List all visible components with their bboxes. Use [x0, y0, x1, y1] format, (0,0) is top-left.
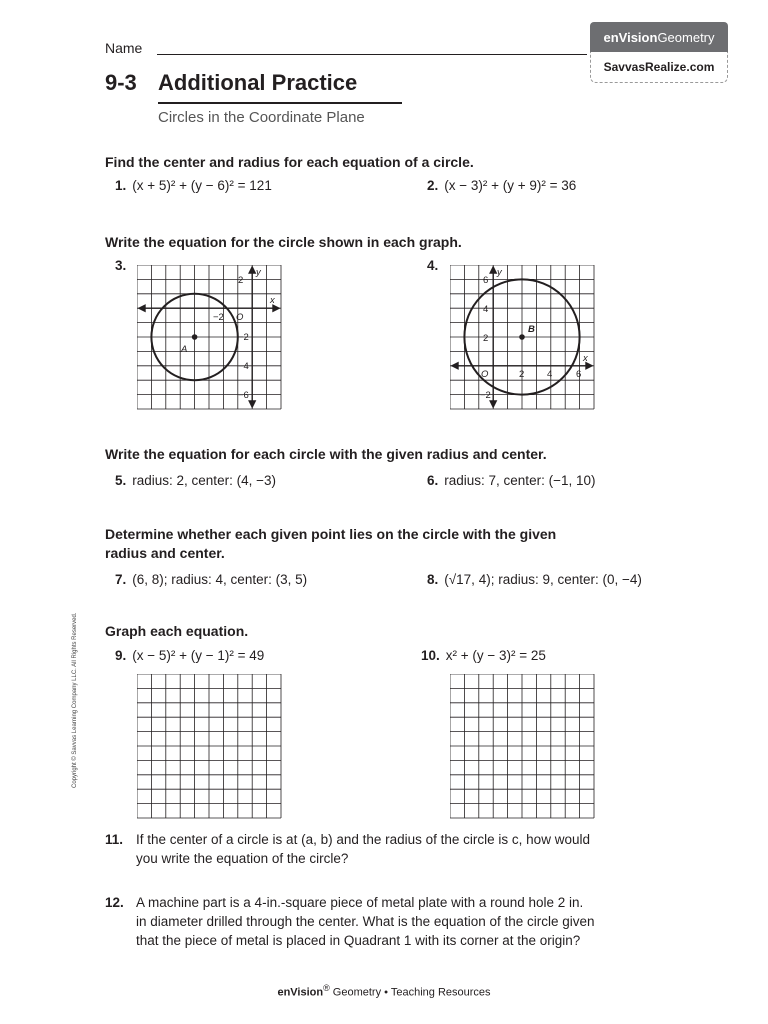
point-label-a: A: [181, 344, 188, 355]
y-tick-label: 2: [238, 275, 244, 286]
brand-prefix: en: [603, 29, 619, 45]
question-number: 1.: [115, 178, 127, 193]
graph-4: [450, 265, 595, 411]
brand-vision: Vision: [618, 29, 658, 45]
question-number: 3.: [115, 258, 127, 273]
question-number: 6.: [427, 473, 439, 488]
graph-10-svg: [450, 674, 595, 820]
footer-text: Geometry • Teaching Resources: [329, 986, 491, 999]
question-text: (6, 8); radius: 4, center: (3, 5): [132, 572, 308, 587]
section-heading-center-radius: Find the center and radius for each equation of a circle.: [105, 154, 474, 170]
question-text-line: A machine part is a 4-in.-square piece of metal plate with a round hole 2 in.: [136, 895, 584, 910]
question-7: [115, 572, 307, 587]
question-text: (x + 5)² + (y − 6)² = 121: [132, 178, 272, 193]
question-3: [115, 258, 132, 273]
question-5: [115, 473, 276, 488]
point-label-b: B: [528, 324, 535, 335]
footer-registered-mark: ®: [323, 983, 330, 993]
question-number: 7.: [115, 572, 127, 587]
question-text: (√17, 4); radius: 9, center: (0, −4): [444, 572, 642, 587]
question-text: (x − 5)² + (y − 1)² = 49: [132, 648, 265, 663]
question-text-line: If the center of a circle is at (a, b) and the radius of the circle is c, how would: [136, 832, 590, 847]
y-tick-label: −2: [480, 390, 491, 401]
question-6: [427, 473, 595, 488]
center-point-a: [192, 334, 198, 340]
question-text: radius: 2, center: (4, −3): [132, 473, 276, 488]
question-number: 10.: [421, 648, 440, 663]
grid-lines: [137, 265, 281, 409]
origin-label: O: [481, 369, 489, 380]
question-number: 2.: [427, 178, 439, 193]
question-12: [105, 893, 595, 950]
question-10: [421, 648, 546, 663]
x-tick-label: 4: [547, 369, 553, 380]
x-tick-label: 6: [576, 369, 582, 380]
section-heading-radius-center: Write the equation for each circle with the given radius and center.: [105, 446, 547, 462]
question-8: [427, 572, 642, 587]
footer-brand-prefix: en: [277, 986, 291, 999]
y-tick-label: 6: [483, 275, 489, 286]
title-rule: [158, 102, 402, 104]
question-number: 11.: [105, 832, 124, 847]
copyright-notice: Copyright © Savvas Learning Company LLC. All Rights Reserved.: [72, 612, 78, 788]
y-tick-label: −4: [238, 361, 249, 372]
savvas-realize-link: SavvasRealize.com: [590, 52, 728, 83]
center-point-b: [519, 334, 525, 340]
question-number: 12.: [105, 895, 124, 910]
x-tick-label: −2: [213, 312, 224, 323]
envision-brand: [590, 22, 728, 52]
y-tick-label: −2: [238, 332, 249, 343]
footer: [0, 983, 768, 999]
graph-3: [137, 265, 282, 411]
question-text-line: that the piece of metal is placed in Quadrant 1 with its corner at the origin?: [136, 933, 581, 948]
question-text: radius: 7, center: (−1, 10): [444, 473, 596, 488]
section-heading-point-on-circle-cont: radius and center.: [105, 545, 225, 561]
question-11: [105, 830, 590, 868]
y-tick-label: 4: [483, 304, 489, 315]
question-text: x² + (y − 3)² = 25: [445, 648, 546, 663]
question-number: 9.: [115, 648, 127, 663]
x-axis-label: x: [270, 295, 275, 306]
question-number: 4.: [427, 258, 439, 273]
y-axis-label: y: [256, 267, 261, 278]
y-tick-label: −6: [238, 390, 249, 401]
section-heading-write-equation-graph: Write the equation for the circle shown in each graph.: [105, 234, 462, 250]
x-tick-label: 2: [519, 369, 525, 380]
graph-10-blank-grid[interactable]: [450, 674, 595, 820]
question-text: (x − 3)² + (y + 9)² = 36: [444, 178, 577, 193]
graph-9-blank-grid[interactable]: [137, 674, 282, 820]
y-axis-label: y: [497, 267, 502, 278]
question-9: [115, 648, 264, 663]
lesson-subtitle: Circles in the Coordinate Plane: [158, 109, 365, 126]
section-heading-graph-equation: Graph each equation.: [105, 623, 249, 639]
name-line: [157, 54, 587, 55]
y-tick-label: 2: [483, 333, 489, 344]
section-heading-point-on-circle: Determine whether each given point lies on the circle with the given: [105, 526, 557, 542]
graph-4-svg: [450, 265, 595, 411]
question-number: 8.: [427, 572, 439, 587]
footer-brand-vision: Vision: [290, 986, 324, 999]
question-4: [427, 258, 444, 273]
brand-subject: Geometry: [657, 29, 715, 45]
question-text-line: you write the equation of the circle?: [136, 851, 349, 866]
lesson-number: 9-3: [105, 70, 137, 95]
graph-3-svg: [137, 265, 282, 411]
origin-label: O: [236, 312, 244, 323]
question-2: [427, 178, 576, 193]
graph-9-svg: [137, 674, 282, 820]
x-axis-label: x: [583, 353, 588, 364]
question-text-line: in diameter drilled through the center. What is the equation of the circle given: [136, 914, 595, 929]
name-label: Name: [105, 40, 143, 56]
lesson-title: Additional Practice: [158, 70, 358, 95]
question-1: [115, 178, 272, 193]
question-number: 5.: [115, 473, 127, 488]
